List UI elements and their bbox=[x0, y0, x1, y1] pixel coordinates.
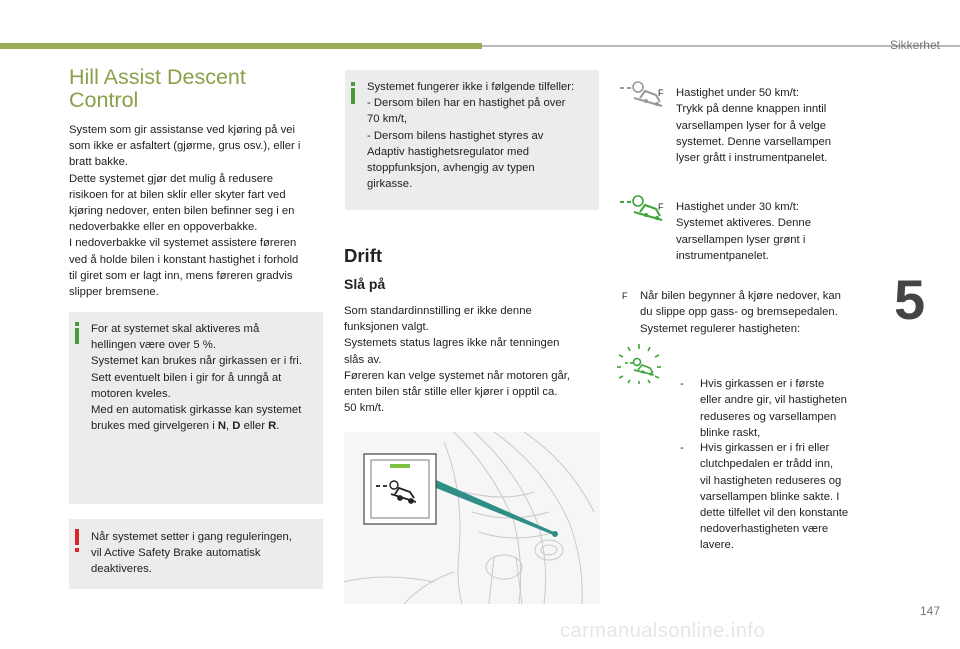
bullet-marker: F bbox=[658, 202, 664, 213]
info-box-limitations bbox=[345, 70, 599, 210]
descent-text: Når bilen begynner å kjøre nedover, kan du slippe opp gass- og bremsepedalen. Systemet regulerer hastigheten: bbox=[640, 290, 841, 335]
descent-item bbox=[622, 272, 880, 353]
drift-text: Som standardinnstilling er ikke denne funksjonen valgt. Systemets status lagres ikke når tenningen slås av. Føreren kan velge systemet når motoren går, enten bilen står stille eller kjører i opptil ca. 50 km/t. bbox=[344, 305, 571, 415]
section-label: Sikkerhet bbox=[889, 38, 940, 52]
bullet-marker: F bbox=[658, 88, 664, 99]
center-console-illustration bbox=[344, 432, 600, 604]
speed-50-item bbox=[622, 69, 896, 182]
intro-text: System som gir assistanse ved kjøring på vei som ikke er asfaltert (gjørme, grus osv.), eller i bratt bakke. Dette systemet gjør det mulig å redusere risikoen for at bilen sklir eller skyter fart ved kjøring nedover, enten bilen befinner seg i en nedoverbakke eller en oppoverbakke. I nedoverbakke vil systemet assistere føreren ved å holde bilen i konstant hastighet i forhold til giret som er lagt inn, mens føreren gradvis slipper bremsene. bbox=[69, 124, 301, 299]
dash-marker: - bbox=[680, 378, 684, 391]
warning-text: Når systemet setter i gang reguleringen, vil Active Safety Brake automatisk deaktiveres. bbox=[91, 531, 292, 576]
dash-text-1: Hvis girkassen er i første eller andre gir, vil hastigheten reduseres og varsellampen blinke raskt, bbox=[700, 378, 847, 439]
dash-item-2 bbox=[622, 424, 900, 570]
subheading-slaa-paa: Slå på bbox=[344, 276, 386, 292]
dash-text-2: Hvis girkassen er i fri eller clutchpedalen er trådd inn, vil hastigheten reduseres og varsellampen blinke sakte. I dette tilfellet vil den konstante nedoverhastigheten være lavere. bbox=[700, 442, 849, 552]
page-title: Hill Assist Descent Control bbox=[69, 65, 246, 112]
info-box-activation bbox=[69, 312, 323, 504]
warning-box bbox=[69, 519, 323, 589]
speed-30-text: Hastighet under 30 km/t: Systemet aktiveres. Denne varsellampen lyser grønt i instrumentpanelet. bbox=[676, 201, 811, 262]
chapter-number: 5 bbox=[894, 268, 926, 331]
info-box-limitations-text: Systemet fungerer ikke i følgende tilfeller: - Dersom bilen har en hastighet på over 70 km/t, - Dersom bilens hastighet styres av Adaptiv hastighetsregulator med stoppfunksjon, avhengig av typen girkasse. bbox=[367, 81, 575, 191]
button-led-indicator bbox=[390, 464, 410, 468]
warning-icon bbox=[74, 529, 80, 553]
dash-marker: - bbox=[680, 442, 684, 455]
speed-30-item bbox=[622, 183, 896, 280]
console-drawing bbox=[344, 432, 600, 604]
info-box-activation-text: For at systemet skal aktiveres må hellingen være over 5 %. Systemet kan brukes når girkassen er i fri. Sett eventuelt bilen i gir for å unngå at motoren kveles. Med en automatisk girkasse kan systemet brukes med girvelgeren i N, D eller R. bbox=[91, 323, 302, 433]
gear-d: D bbox=[232, 420, 241, 433]
watermark: carmanualsonline.info bbox=[560, 620, 766, 642]
gear-n: N bbox=[217, 420, 227, 433]
gear-r: R bbox=[268, 420, 277, 433]
section-heading-drift: Drift bbox=[344, 245, 383, 266]
info-icon bbox=[75, 322, 79, 344]
bullet-marker: F bbox=[622, 291, 628, 302]
info-icon bbox=[351, 82, 355, 104]
speed-50-text: Hastighet under 50 km/t: Trykk på denne knappen inntil varsellampen lyser for å velge systemet. Denne varsellampen lyser grått i instrumentpanelet. bbox=[676, 87, 832, 165]
header-bar-green bbox=[0, 43, 482, 49]
page-number: 147 bbox=[919, 604, 940, 618]
callout-pointer bbox=[436, 480, 556, 536]
